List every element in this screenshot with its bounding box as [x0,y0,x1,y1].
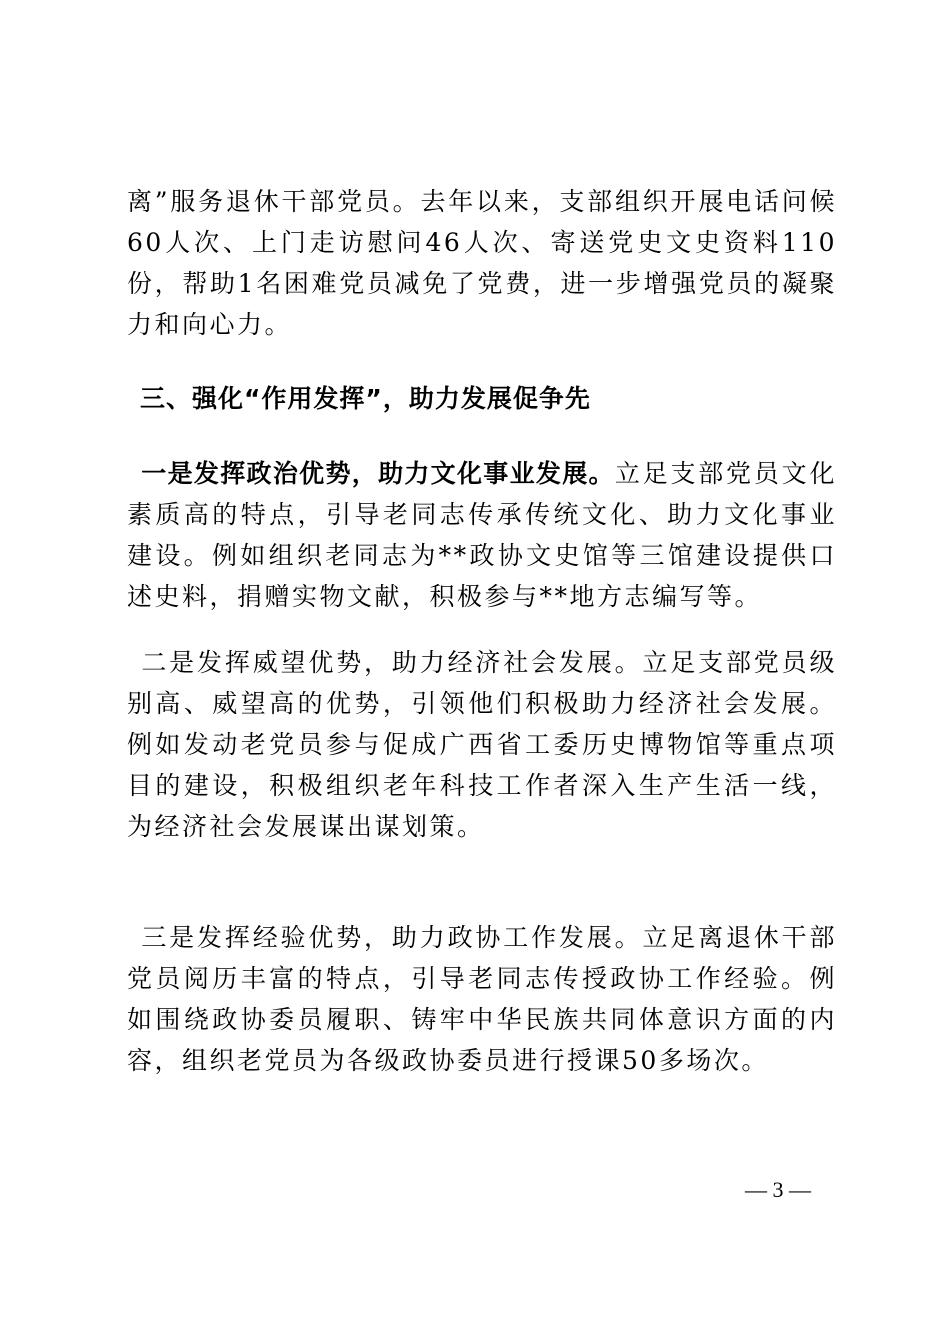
page-number: — 3 — [745,1177,811,1202]
point-three-text: 三是发挥经验优势，助力政协工作发展。立足离退休干部党员阅历丰富的特点，引导老同志传授政协工作经验。例如围绕政协委员履职、铸牢中华民族共同体意识方面的内容，组织老党员为各级政协委员进行授课50多场次。 [127,923,837,1075]
section-heading: 三、强化“作用发挥”，助力发展促争先 [140,384,591,413]
point-one-lead: 一是发挥政治优势，助力文化事业发展。 [141,459,615,488]
point-two-text: 二是发挥威望优势，助力经济社会发展。立足支部党员级别高、威望高的优势，引领他们积极助力经济社会发展。例如发动老党员参与促成广西省工委历史博物馆等重点项目的建设，积极组织老年科技工作者深入生产生活一线，为经济社会发展谋出谋划策。 [127,648,837,841]
point-two-paragraph [127,642,837,847]
continuation-paragraph: 离”服务退休干部党员。去年以来，支部组织开展电话问候60人次、上门走访慰问46人次、寄送党史文史资料110份，帮助1名困难党员减免了党费，进一步增强党员的凝聚力和向心力。 [127,187,837,339]
point-one-body: 立足支部党员文化素质高的特点，引导老同志传承传统文化、助力文化事业建设。例如组织老同志为**政协文史馆等三馆建设提供口述史料，捐赠实物文献，积极参与**地方志编写等。 [127,459,837,611]
point-one-paragraph [127,453,837,617]
point-three-paragraph [127,917,837,1081]
